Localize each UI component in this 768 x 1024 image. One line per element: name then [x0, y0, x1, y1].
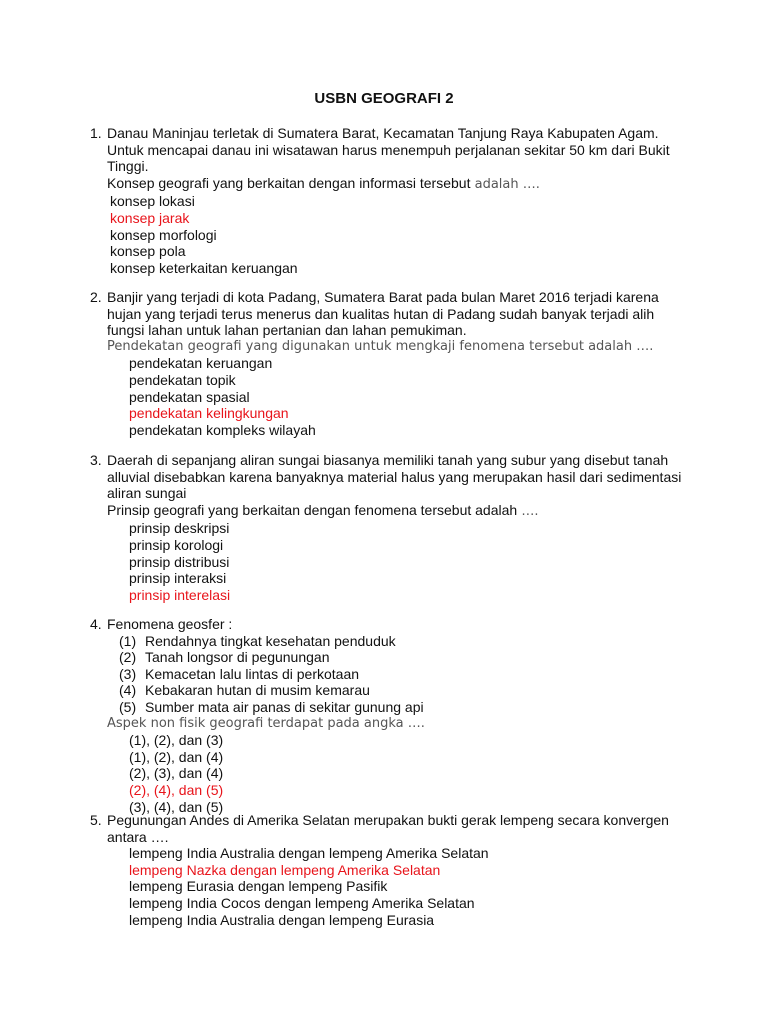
question-number: 3.	[90, 452, 102, 468]
answer-option: prinsip interaksi	[129, 570, 227, 587]
list-item: (1) Rendahnya tingkat kesehatan penduduk	[119, 632, 396, 649]
answer-option: (1), (2), dan (3)	[129, 732, 224, 749]
question-stem: Daerah di sepanjang aliran sungai biasanya memiliki tanah yang subur yang disebut tanah alluvial disebabkan karena banyaknya material halus yang merupakan hasil dari sedimentasi aliran sungai	[107, 452, 682, 502]
list-item: (4) Kebakaran hutan di musim kemarau	[119, 682, 370, 699]
list-item: (3) Kemacetan lalu lintas di perkotaan	[119, 665, 360, 682]
answer-option: lempeng Eurasia dengan lempeng Pasifik	[129, 878, 388, 895]
answer-option: konsep morfologi	[110, 226, 217, 243]
answer-option: prinsip deskripsi	[129, 520, 230, 537]
answer-option: konsep pola	[110, 243, 186, 260]
question-prompt: Aspek non fisik geografi terdapat pada angka ….	[107, 715, 425, 731]
question-3	[90, 452, 690, 603]
question-number: 1.	[90, 125, 102, 141]
answer-option: (2), (3), dan (4)	[129, 765, 224, 782]
question-1	[90, 125, 690, 276]
answer-option-correct: konsep jarak	[110, 209, 190, 226]
answer-option: (1), (2), dan (4)	[129, 748, 224, 765]
answer-option: lempeng India Cocos dengan lempeng Amerika Selatan	[129, 894, 475, 911]
answer-option: pendekatan spasial	[129, 388, 250, 405]
question-5	[90, 812, 690, 928]
phenomena-list	[107, 633, 690, 716]
page-title: USBN GEOGRAFI 2	[314, 90, 454, 107]
answer-option-correct: (2), (4), dan (5)	[129, 781, 224, 798]
question-prompt: Pendekatan geografi yang digunakan untuk mengkaji fenomena tersebut adalah ….	[107, 338, 654, 354]
question-stem: Pegunungan Andes di Amerika Selatan merupakan bukti gerak lempeng secara konvergen antara ….	[107, 812, 669, 845]
question-number: 5.	[90, 812, 102, 828]
answer-option: pendekatan keruangan	[129, 355, 273, 372]
question-4	[90, 616, 690, 815]
list-item: (5) Sumber mata air panas di sekitar gunung api	[119, 698, 424, 715]
answer-option: konsep lokasi	[110, 193, 195, 210]
answer-option: lempeng India Australia dengan lempeng Eurasia	[129, 911, 435, 928]
answer-option-correct: prinsip interelasi	[129, 586, 231, 603]
list-item: (2) Tanah longsor di pegunungan	[119, 649, 330, 666]
answer-option: (3), (4), dan (5)	[129, 798, 224, 815]
answer-option-correct: pendekatan kelingkungan	[129, 405, 289, 422]
question-number: 4.	[90, 616, 102, 632]
question-stem: Fenomena geosfer :	[107, 616, 233, 632]
question-number: 2.	[90, 289, 102, 305]
question-prompt: Prinsip geografi yang berkaitan dengan fenomena tersebut adalah ….	[107, 501, 539, 519]
answer-option: prinsip distribusi	[129, 553, 230, 570]
question-prompt: Konsep geografi yang berkaitan dengan informasi tersebut adalah ….	[107, 174, 540, 192]
answer-option: pendekatan kompleks wilayah	[129, 421, 316, 438]
question-stem: Danau Maninjau terletak di Sumatera Barat, Kecamatan Tanjung Raya Kabupaten Agam. Untuk mencapai danau ini wisatawan harus menempuh perjalanan sekitar 50 km dari Bukit Tinggi.	[107, 125, 670, 175]
answer-option: lempeng India Australia dengan lempeng Amerika Selatan	[129, 845, 489, 862]
answer-option: prinsip korologi	[129, 536, 224, 553]
answer-option: pendekatan topik	[129, 371, 236, 388]
question-2	[90, 289, 690, 438]
answer-option: konsep keterkaitan keruangan	[110, 259, 298, 276]
answer-option-correct: lempeng Nazka dengan lempeng Amerika Selatan	[129, 861, 441, 878]
question-stem: Banjir yang terjadi di kota Padang, Sumatera Barat pada bulan Maret 2016 terjadi karena hujan yang terjadi terus menerus dan kualitas hutan di Padang sudah banyak terjadi alih fungsi lahan untuk lahan pertanian dan lahan pemukiman.	[107, 289, 659, 339]
